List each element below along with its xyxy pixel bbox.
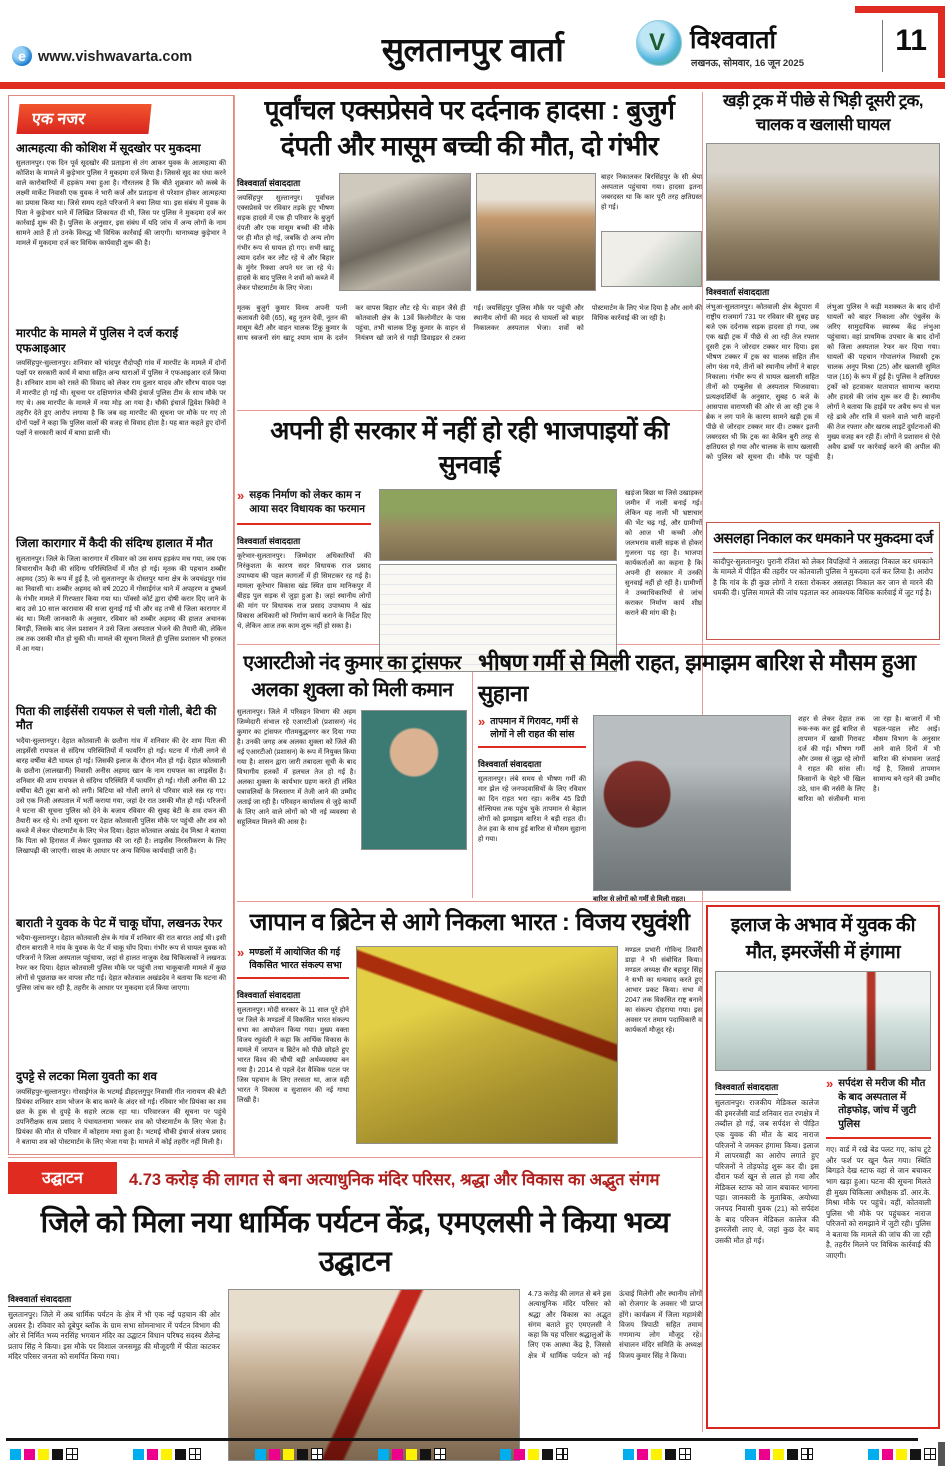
print-edge-bar bbox=[938, 1442, 945, 1466]
registration-mark-group bbox=[623, 1448, 691, 1460]
photo-ribbon-cutting-crowd bbox=[228, 1289, 520, 1461]
photo-hospital-emergency-ward bbox=[715, 971, 931, 1071]
browser-e-icon: e bbox=[12, 46, 32, 66]
brief-title: जिला कारागार में कैदी की संदिग्ध हालात में मौत bbox=[16, 537, 213, 551]
registration-mark-group bbox=[500, 1448, 568, 1460]
brief-title: आत्महत्या की कोशिश में सूदखोर पर मुकदमा bbox=[16, 142, 201, 155]
v-rule-arto-weather bbox=[472, 648, 473, 898]
registration-icon bbox=[679, 1448, 691, 1460]
weather-side: शहर से लेकर देहात तक रुक-रुक कर हुई बारिश से तापमान में खासी गिरावट दर्ज की गई। भीषण गर्मी और उमस से जूझ रहे लोगों ने राहत की सांस ली। किसानों के चेहरे भी खिल उठे, धान की नर्सरी के लिए बारिश को संजीवनी माना जा रहा है। बाजारों में भी चहल-पहल लौट आई। मौसम विभाग के अनुसार आने वाले दिनों में भी बारिश की संभावना जताई गई है, जिससे तापमान सामान्य बने रहने की उम्मीद है। bbox=[798, 716, 940, 803]
asalha-headline: असलहा निकाल कर धमकाने पर मुकदमा दर्ज bbox=[713, 528, 933, 553]
photo-muddy-road bbox=[379, 489, 617, 561]
registration-mark-group bbox=[745, 1448, 813, 1460]
temple-headline: जिले को मिला नया धार्मिक पर्यटन केंद्र, एमएलसी ने किया भव्य उद्घाटन bbox=[40, 1207, 670, 1278]
hospital-body-right: गए। वार्ड में रखे बेड पलट गए, कांच टूटे और फर्श पर खून फैल गया। स्थिति बिगड़ते देख स्टाफ वहां से जान बचाकर भाग खड़ा हुआ। घटना की सूचना मिलते ही मुख्य चिकित्सा अधीक्षक डॉ. आर.के. मिश्रा मौके पर पहुंचे। वहीं, कोतवाली पुलिस भी मौके पर पहुंचकर नाराज परिजनों को समझाने में जुटी रही। पुलिस ने बताया कि मामले की जांच की जा रही है, तहरीर मिलने पर विधिक कार्रवाई की जाएगी। bbox=[826, 1145, 931, 1260]
photo-rain-street bbox=[593, 715, 791, 891]
page-header bbox=[0, 0, 945, 82]
japan-headline: जापान व ब्रिटेन से आगे निकला भारत : विजय रघुवंशी bbox=[249, 909, 690, 936]
arto-body: सुलतानपुर। जिले में परिवहन विभाग की अहम जिम्मेदारी संभाल रहे एआरटीओ (प्रशासन) नंद कुमार का ट्रांसफर गौतमबुद्धनगर कर दिया गया है। उनकी जगह अब अलका शुक्ला को जिले की नई एआरटीओ (प्रशासन) के रूप में नियुक्त किया गया है। शासन द्वारा जारी तबादला सूची के बाद विभागीय हलकों में हलचल तेज हो गई है। अलका शुक्ला के कार्यभार ग्रहण करते ही लंबित पत्रावलियों के निस्तारण में तेजी आने की उम्मीद जताई जा रही है। परिवहन कार्यालय से जुड़े कार्यों के लिए आने वाले लोगों को भी नई व्यवस्था से सहूलियत मिलने की आस है। bbox=[237, 709, 356, 826]
col-rule-left bbox=[234, 95, 235, 1157]
page-number: 11 bbox=[895, 24, 927, 57]
edition-line: लखनऊ, सोमवार, 16 जून 2025 bbox=[691, 58, 804, 69]
brand-name: विश्ववार्ता bbox=[690, 26, 777, 54]
brief-body: जयसिंहपुर-सुल्तानपुर। गोसाईगंज के भटमई डीहदत्तगुपुर निवासी गीत नारायण की बेटी प्रियंका शनिवार शाम भोजन के बाद कमरे के अंदर सो गई। रविवार भोर प्रियंका का शव छत के हुक से दुपट्टे के सहारे लटक रहा था। परिवारजन की सूचना पर पहुंचे उपनिरीक्षक सत्य प्रसाद ने पंचायतनामा भरकर शव को पोस्टमार्टम के लिए भेजा है। प्रियंका की मौत से परिवार में कोहराम मचा हुआ है। भटमई चौकी इंचार्ज संजय प्रसाद ने बताया शव को पोस्टमार्टम के लिए भेजा गया है। मामले में कोई तहरीर नहीं मिली है। bbox=[16, 1088, 226, 1146]
bjp-side: खड़ंजा बिछा था जिसे उखाड़कर जमीन में नाली बनाई गई। लेकिन यह नाली भी भ्रष्टाचार की भेंट चढ़ गई, और ग्रामीणों को आज भी कच्ची और जलभराव वाली सड़क से होकर गुजरना पड़ रहा है। भाजपा कार्यकर्ताओं का कहना है कि अपनी ही सरकार में उनकी सुनवाई नहीं हो रही है। ग्रामीणों ने उच्चाधिकारियों से जांच कराकर निर्माण कार्य शीघ्र कराने की मांग की है। bbox=[625, 490, 702, 617]
registration-mark-group bbox=[10, 1448, 78, 1460]
weather-byline: विश्ववार्ता संवाददाता bbox=[478, 758, 541, 772]
brief-body: सुलतानपुर। एक दिन पूर्व सूदखोर की प्रताड़ना से तंग आकर युवक के आत्महत्या की कोशिश के मामले में कुड़ेभार पुलिस ने मुकदमा दर्ज किया है। जिससे सूद का धंधा करने वाले कारोबारियों में हड़कंप मचा हुआ है। गौरतलब है कि बीते शुक्रवार को कस्बे के लक्ष्मी मार्केट निवासी एक युवक ने भारी कर्ज और प्रताड़ना से परेशान होकर आत्महत्या का प्रयास किया था। जिसे समय रहते परिजनों ने बचा लिया था। इस संबंध में युवक के पिता ने कुड़ेभार थाने में लिखित शिकायत दी थी, जिस पर पुलिस ने मुकदमा दर्ज कर कार्रवाई शुरू की है। पुलिस के अनुसार, इस संबंध में यदि जांच में अन्य लोगों के नाम सामने आते हैं तो उनके विरुद्ध भी विधिक कार्रवाई की जाएगी। थानाध्यक्ष कुड़ेभार ने मामले में मुकदमा दर्ज कर विधिक कार्यवाही शुरू की है। bbox=[16, 160, 226, 248]
page-number-divider bbox=[882, 20, 883, 72]
hospital-subhead: सर्पदंश से मरीज की मौत के बाद अस्पताल में तोड़फोड़, जांच में जुटी पुलिस bbox=[838, 1078, 926, 1130]
brief-title: मारपीट के मामले में पुलिस ने दर्ज कराई एफआइआर bbox=[16, 327, 179, 355]
article-temple bbox=[8, 1162, 702, 1434]
weather-headline: भीषण गर्मी से मिली राहत, झमाझम बारिश से मौसम हुआ सुहाना bbox=[478, 650, 916, 706]
bjp-body: कूरेभार-सुलतानपुर। जिम्मेदार अधिकारियों की निरंकुशता के कारण सदर विधायक राज प्रसाद उपाध्याय की पहल कागजों में ही सिमटकर रह गई है। मामला कूरेभार विकास खंड स्थित ग्राम मानिकपुर में बीहड़ पुल सड़क से जुड़ा हुआ है। जहां स्थानीय लोगों की मांग पर विधायक राज प्रसाद उपाध्याय ने खंड विकास अधिकारी को निर्माण कार्य कराने के निर्देश दिए थे, लेकिन आज तक काम शुरू नहीं हो सका है। bbox=[237, 552, 371, 630]
chevron-icon: » bbox=[237, 488, 245, 503]
truck-headline: खड़ी ट्रक में पीछे से भिड़ी दूसरी ट्रक, चालक व खलासी घायल bbox=[723, 92, 923, 134]
weather-photo-caption: बारिश से लोगों को गर्मी से मिली राहत। bbox=[593, 896, 686, 903]
brief-body: जयसिंहपुर-सुल्तानपुर। शनिवार को चांदपुर रौदोपट्टी गांव में मारपीट के मामले में दोनों पक्षों पर सरकारी कार्य में बाधा सहित अन्य धाराओं में पुलिस ने एफआइआर दर्ज किया है। शनिवार शाम को रास्ते की विवाद को लेकर राम दुलार यादव और सौरभ यादव पक्ष में मारपीट हो गई थी। सूचना पर दक्षिणगंज चौकी इंचार्ज पुलिस टीम के साथ मौके पर गए थे। अब मारपीट के मामले में नया मोड़ आ गया है। चौकी इंचार्ज द्विवेश त्रिवेदी ने तहरीर देते हुए आरोप लगाया है कि जब वह मारपीट की सूचना पर मौके पर गए तो दोनों पक्षों ने कहा कि पुलिस वालों की वजह से विवाद होता है। यह बात कहते हुए दोनों पक्षों ने सरकारी कार्य में बाधा डाली थी। bbox=[16, 360, 226, 438]
accident-more: मृतक बुजुर्ग कुमार विनय अपनी पत्नी कलावती देवी (65), बहू नूतन देवी, नूतन की मासूम बेटी और वाहन चालक टिंकू कुमार के साथ स्वजनों संग खाटू श्याम धाम के दर्शन कर वापस बिहार लौट रहे थे। वाहन जैसे ही कोतवाली क्षेत्र के 13वें किलोमीटर के पास पहुंचा, तभी चालक टिंकू कुमार के वाहन से नियंत्रण खो जाने से गाड़ी डिवाइडर से टकरा गई। जयसिंहपुर पुलिस मौके पर पहुंची और स्थानीय लोगों की मदद से घायलों को बाहर निकालकर अस्पताल भेजा। शवों को पोस्टमार्टम के लिए भेज दिया है और आगे की विधिक कार्रवाई की जा रही है। bbox=[237, 304, 702, 342]
temple-byline: विश्ववार्ता संवाददाता bbox=[8, 1293, 71, 1307]
truck-byline: विश्ववार्ता संवाददाता bbox=[706, 286, 769, 300]
arto-headline-1: एआरटीओ नंद कुमार का ट्रांसफर bbox=[243, 652, 461, 674]
brief-body: सुलतानपुर। जिले के जिला कारागार में रविवार को उस समय हड़कंप मच गया, जब एक विचाराधीन कैदी की संदिग्ध परिस्थितियों में मौत हो गई। मृतक की पहचान शब्बीर अहमद (35) के रूप में हुई है, जो सुलतानपुर के दोस्तपुर थाना क्षेत्र के जयचंद्रपुर गांव का निवासी था। शब्बीर अहमद को वर्ष 2020 में गोसाईगंज थाने में अपहरण व दुष्कर्म के गंभीर मामले में गिरफ्तार किया गया था। पॉक्सो कोर्ट द्वारा दोषी करार दिए जाने के बाद उसे 10 साल कारावास की सजा सुनाई गई थी और वह तभी से जिला कारागार में बंद था। मिली जानकारी के अनुसार, रविवार को शब्बीर अहमद की हालत अचानक बिगड़ी, जिसके बाद जेल प्रशासन ने उसे जिला अस्पताल भेजने की तैयारी की, लेकिन तब तक उसकी मौत हो चुकी थी। मामले की सूचना मिलते ही पुलिस प्रशासन भी हरकत में आ गया। bbox=[16, 555, 226, 653]
chevron-icon: » bbox=[237, 945, 245, 960]
chevron-icon: » bbox=[826, 1076, 834, 1092]
article-weather bbox=[478, 646, 940, 903]
brand-logo-icon: V bbox=[636, 20, 682, 66]
registration-icon bbox=[66, 1448, 78, 1460]
article-arto bbox=[237, 648, 467, 898]
asalha-body: कादीपुर-सुलतानपुर। पुरानी रंजिश को लेकर विपक्षियों ने असलहा निकाल कर धमकाने के मामले में पीड़ित की तहरीर पर कोतवाली पुलिस ने मुकदमा दर्ज कर लिया है। आरोप है कि गांव के ही कुछ लोगों ने रास्ता रोककर असलहा निकाल कर जान से मारने की धमकी दी। पुलिस मामले की जांच पड़ताल कर आवश्यक विधिक कार्रवाई में जुट गई है। bbox=[713, 557, 933, 598]
weather-body: सुलतानपुर। लंबे समय से भीषण गर्मी की मार झेल रहे जनपदवासियों के लिए रविवार का दिन राहत भरा रहा। करीब 45 डिग्री सेल्सियस तक पहुंच चुके तापमान से बेहाल लोगों को झमाझम बारिश ने बड़ी राहत दी। तेज हवा के साथ हुई बारिश से मौसम सुहाना हो गया। bbox=[478, 776, 586, 844]
japan-side: मण्डल प्रभारी गोविन्द तिवारी डाड़ा ने भी संबोधित किया। मण्डल अध्यक्ष वीर बहादुर सिंह ने सभी का धन्यवाद करते हुए आभार प्रकट किया। सभा में 2047 तक विकसित राष्ट्र बनाने का संकल्प दोहराया गया। इस अवसर पर तमाम पदाधिकारी व कार्यकर्ता मौजूद रहे। bbox=[625, 947, 702, 1034]
brief-title: बाराती ने युवक के पेट में चाकू घोंपा, लखनऊ रेफर bbox=[16, 916, 222, 930]
h-rule-1 bbox=[237, 410, 702, 411]
japan-byline: विश्ववार्ता संवाददाता bbox=[237, 989, 300, 1003]
article-bjp bbox=[237, 413, 702, 641]
registration-icon bbox=[556, 1448, 568, 1460]
photo-alka-shukla-portrait bbox=[361, 710, 467, 850]
article-hospital bbox=[706, 905, 940, 1429]
accident-intro: जयसिंहपुर सुल्तानपुर। पूर्वांचल एक्सप्रेसवे पर रविवार तड़के हुए भीषण सड़क हादसे में एक ही परिवार के बुजुर्ग दंपती और एक मासूम बच्ची की मौके पर ही मौत हो गई, जबकि दो अन्य लोग गंभीर रूप से घायल हो गए। सभी खाटू श्याम दर्शन कर लौट रहे थे और बिहार के मुंगेर रिक्शा अपने घर जा रहे थे। हादसे के बाद पुलिस ने शवों को कब्जे में लेकर पोस्टमार्टम के लिए भेजा। bbox=[237, 194, 334, 292]
brief-body: भदैया-सुल्तानपुर। देहात कोतवाली के छतौना गांव में शनिवार की देर शाम पिता की लाइसेंसी रायफल से संदिग्ध परिस्थितियों में फायरिंग हो गई। घटना में गोली लगने से बारह वर्षीया बेटी घायल हो गई। जिसकी इलाज के दौरान मौत हो गई। देहात कोतवाली के छतौना (लालखानी) निवासी अनीस अहमद खान के नाम रायफल का लाइसेंस है। शनिवार की शाम रायफल से संदिग्ध परिस्थिति में फायरिंग हो गई। गोली अनीस की 12 वर्षीया बेटी तूबा बानो को लगी। बिटिया को गोली लगने से परिवार वाले सन्न रह गए। उसे एक निजी अस्पताल में भर्ती कराया गया, जहां देर रात उसकी मौत हो गई। परिजनों ने घटना की सूचना पुलिस को देने के बजाय रविवार की सुबह बेटी के शव दफन की तैयारी कर रहे थे। तभी सूचना पर देहात कोतवाली पुलिस मौके पर पहुंची और शव को कब्जे में लेकर पोस्टमार्टम के लिए भेज दिया। देहात कोतवाल अखंड देव मिश्रा ने बताया कि पिता को हिरासत में लेकर पूछताछ की जा रही है। लाइसेंस निरस्तीकरण के लिए लिखापढ़ी की जाएगी। साक्ष्य के आधार पर अन्य विधिक कार्यवाही जारी है। bbox=[16, 737, 226, 855]
hospital-headline: इलाज के अभाव में युवक की मौत, इमरजेंसी में हंगामा bbox=[730, 915, 916, 963]
photo-car-wreck bbox=[339, 173, 471, 291]
registration-mark-group bbox=[133, 1448, 201, 1460]
article-asalha bbox=[706, 522, 940, 640]
japan-subhead: मण्डलों में आयोजित की गई विकसित भारत संकल्प सभा bbox=[249, 947, 342, 970]
photo-injured-man bbox=[476, 173, 596, 291]
site-url[interactable]: www.vishwavarta.com bbox=[38, 49, 193, 65]
accident-byline: विश्ववार्ता संवाददाता bbox=[237, 177, 300, 191]
temple-label: उद्घाटन bbox=[8, 1162, 117, 1194]
brief-title: पिता की लाईसेंसी रायफल से चली गोली, बेटी की मौत bbox=[16, 704, 217, 733]
article-truck bbox=[706, 90, 940, 516]
article-japan bbox=[237, 905, 702, 1155]
registration-icon bbox=[801, 1448, 813, 1460]
hospital-body-left: सुलतानपुर। राजकीय मेडिकल कालेज की इमरजेंसी वार्ड शनिवार रात रणक्षेत्र में तब्दील हो गई, जब सर्पदंश से पीड़ित एक युवक की मौत के बाद नाराज परिजनों ने जमकर हंगामा किया। इलाज में लापरवाही का आरोप लगाते हुए परिजनों ने तोड़फोड़ शुरू कर दी। इस दौरान फर्श खून से लाल हो गया और मेडिकल स्टाफ को जान बचाकर भागना पड़ा। जानकारी के मुताबिक, अयोध्या जनपद निवासी युवक (21) को सर्पदंश के बाद परिजन मेडिकल कालेज की इमरजेंसी लाए थे, जहां कुछ देर बाद उसकी मौत हो गई। bbox=[715, 1098, 819, 1245]
bjp-subhead: सड़क निर्माण को लेकर काम न आया सदर विधायक का फरमान bbox=[249, 490, 366, 515]
photo-truck-accident-crowd bbox=[706, 143, 940, 281]
registration-mark-group bbox=[255, 1448, 323, 1460]
registration-icon bbox=[924, 1448, 936, 1460]
brief-title: दुपट्टे से लटका मिला युवती का शव bbox=[16, 1070, 158, 1084]
arto-headline-2: अलका शुक्ला को मिली कमान bbox=[251, 679, 453, 701]
chevron-icon: » bbox=[478, 714, 486, 729]
accident-headline: पूर्वांचल एक्सप्रेसवे पर दर्दनाक हादसा : बुजुर्ग दंपती और मासूम बच्ची की मौत, दो गंभीर bbox=[264, 95, 675, 161]
registration-icon bbox=[311, 1448, 323, 1460]
registration-icon bbox=[189, 1448, 201, 1460]
printer-marks-strip bbox=[0, 1438, 945, 1474]
section-title: सुलतानपुर वार्ता bbox=[381, 31, 564, 68]
temple-body: सुलतानपुर। जिले में अब धार्मिक पर्यटन के क्षेत्र में भी एक नई पहचान की ओर अग्रसर है। रविवार को दूबेपुर ब्लॉक के ग्राम सभा सोमनाभार में पर्यटन विभाग की ओर से निर्मित भव्य नरसिंह भगवान मंदिर का उद्घाटन विधान परिषद सदस्य शैलेन्द्र प्रताप सिंह ने किया। इस मौके पर विशाल जनसमूह की मौजूदगी में फीता काटकर मंदिर परिसर जनता को समर्पित किया गया। bbox=[8, 1310, 220, 1362]
truck-body: लंभुआ-सुलतानपुर। कोतवाली क्षेत्र बेदूपारा में राष्ट्रीय राजमार्ग 731 पर रविवार की सुबह छह बजे एक दर्दनाक सड़क हादसा हो गया, जब एक खड़ी ट्रक में पीछे से आ रही तेज रफ्तार दूसरी ट्रक ने जोरदार टक्कर मार दिया। इस भीषण टक्कर में ट्रक का चालक सहित तीन लोग फंस गये, तीनों को स्थानीय लोगों ने बाहर निकाला। गंभीर रूप से घायल खलासी सहित तीनों को एम्बुलेंस से अस्पताल भिजवाया। प्रत्यक्षदर्शियों के अनुसार, सुबह 6 बजे के आसपास वाराणसी की ओर से आ रही ट्रक ने ब्रेक न लग पाने के कारण सामने खड़ी ट्रक में पीछे से जोरदार टक्कर मार दी। टक्कर इतनी जबरदस्त थी कि ट्रक का केबिन बुरी तरह से क्षतिग्रस्त हो गया और चालक के साथ खलासी को पुलिस को सूचना दी। मौके पर पहुंची लंभुआ पुलिस ने कड़ी मशक्कत के बाद दोनों घायलों को बाहर निकाला और एंबुलेंस के जरिए सामुदायिक स्वास्थ्य केंद्र लंभुआ पहुंचाया। वहां प्राथमिक उपचार के बाद दोनों को जिला अस्पताल रेफर कर दिया गया। घायलों की पहचान गोपालगंज निवासी ट्रक चालक अनूप मिश्रा (25) और खलासी सुमित पाल (16) के रूप में हुई है। पुलिस ने क्षतिग्रस्त ट्रकों को हटवाकर यातायात सामान्य कराया और हादसे की जांच शुरू कर दी है। स्थानीय लोगों ने बताया कि हाईवे पर अवैध रूप से चल रहे ढाबे और रात्रि में चलने वाले भारी वाहनों की तेज रफ्तार और खराब लाइटें दुर्घटनाओं की मुख्य वजह बन रही हैं। लोगों ने प्रशासन से ऐसे अवैध ढाबों पर कार्रवाई करने की अपील की है। bbox=[706, 303, 940, 461]
temple-kicker: 4.73 करोड़ की लागत से बना अत्याधुनिक मंदिर परिसर, श्रद्धा और विकास का अद्भुत संगम bbox=[128, 1170, 660, 1189]
one-look-band: एक नजर bbox=[16, 104, 151, 134]
registration-mark-group bbox=[868, 1448, 936, 1460]
bjp-headline: अपनी ही सरकार में नहीं हो रही भाजपाइयों की सुनवाई bbox=[270, 417, 669, 479]
article-accident bbox=[237, 93, 702, 408]
japan-body: सुलतानपुर। मोदी सरकार के 11 साल पूरे होने पर जिले के मण्डलों में विकसित भारत संकल्प सभा का आयोजन किया गया। मुख्य वक्ता विजय रघुवंशी ने कहा कि आर्थिक विकास के मामले में जापान व ब्रिटेन को पीछे छोड़ते हुए भारत विश्व की चौथी बड़ी अर्थव्यवस्था बन गया है। 2014 से पहले देश वैश्विक पटल पर जिस पहचान के लिए तरसता था, आज वही भारत ने विकास व सुशासन की नई गाथा लिखी है। bbox=[237, 1007, 349, 1105]
registration-mark-group bbox=[378, 1448, 446, 1460]
photo-sankalp-sabha-event bbox=[356, 946, 618, 1144]
photo-hospital-bed bbox=[601, 231, 702, 287]
accident-side: बाहर निकालकर बिरसिंहपुर के सी श्रेया अस्पताल पहुंचाया गया। हादसा इतना जबरदस्त था कि कार पूरी तरह क्षतिग्रस्त हो गई। bbox=[601, 173, 702, 211]
bjp-byline: विश्ववार्ता संवाददाता bbox=[237, 535, 300, 549]
weather-subhead: तापमान में गिरावट, गर्मी से लोगों ने ली राहत की सांस bbox=[490, 716, 579, 739]
brief-body: भदैया-सुल्तानपुर। देहात कोतवाली क्षेत्र के गांव में शनिवार की रात बारात आई थी। इसी दौरान बाराती ने गांव के युवक के पेट में चाकू घोंप दिया। गंभीर रूप से घायल युवक को परिजनों ने जिला अस्पताल पहुंचाया, जहां से हालत नाजुक देख चिकित्सकों ने लखनऊ रेफर कर दिया। देहात कोतवाली पुलिस मौके पर पहुंची तथा चाकूबाजी मामले में कुछ लोगों से पूछताछ कर वापस लौट गई। देहात कोतवाल अखंडदेव ने बताया कि घटना की पुलिस जांच कर रही है, तहरीर के आधार पर मुकदमा दर्ज किया जाएगा। bbox=[16, 935, 226, 993]
registration-icon bbox=[434, 1448, 446, 1460]
one-look-box bbox=[8, 95, 234, 1155]
print-cut-line bbox=[6, 1438, 918, 1441]
hospital-byline: विश्ववार्ता संवाददाता bbox=[715, 1081, 778, 1095]
header-rule bbox=[0, 82, 945, 89]
temple-side: 4.73 करोड़ की लागत से बने इस अत्याधुनिक मंदिर परिसर को श्रद्धा और विकास का अद्भुत संगम बताते हुए एमएलसी ने कहा कि यह परिसर श्रद्धालुओं के लिए एक आस्था केंद्र है, जिससे क्षेत्र में धार्मिक पर्यटन को नई ऊंचाई मिलेगी और स्थानीय लोगों को रोजगार के अवसर भी प्राप्त होंगे। कार्यक्रम में जिला महामंत्री विजय त्रिपाठी सहित तमाम गणमान्य लोग मौजूद रहे। संचालन मंदिर समिति के अध्यक्ष विजय कुमार सिंह ने किया। bbox=[528, 1290, 702, 1360]
